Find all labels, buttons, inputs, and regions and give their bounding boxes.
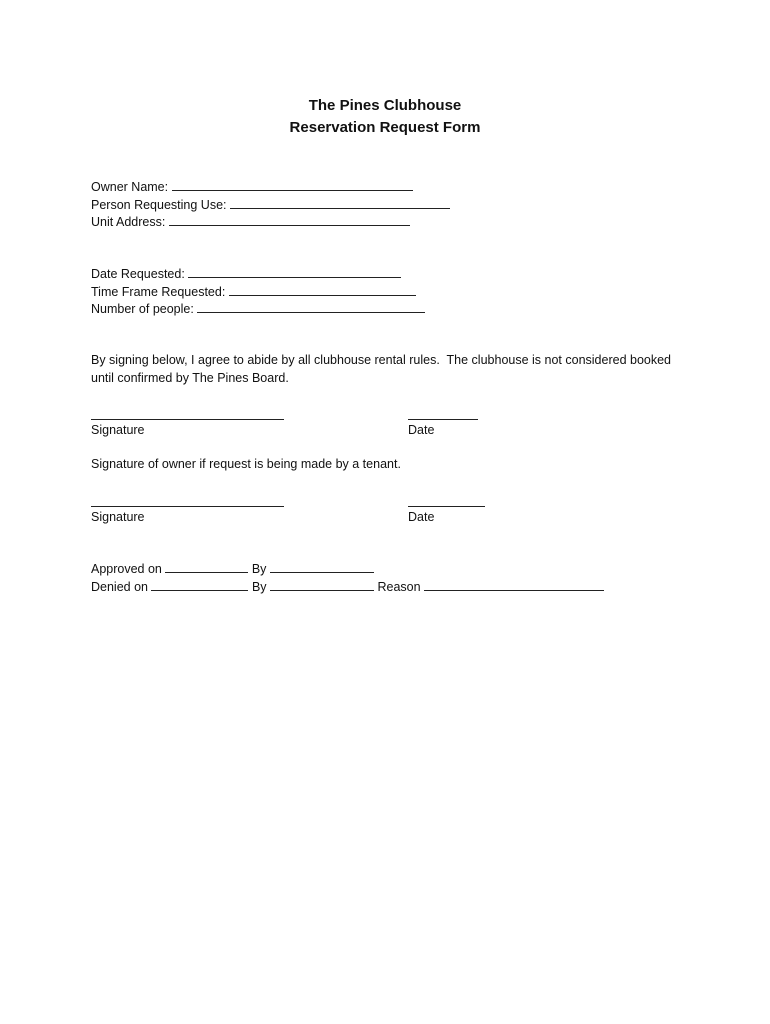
denied-on-field[interactable] [151, 578, 248, 591]
time-frame-field[interactable] [229, 283, 416, 296]
date-requested-row [91, 265, 401, 284]
form-title-line-2: Reservation Request Form [289, 119, 481, 136]
denied-row [91, 578, 604, 597]
denied-by-label: By [248, 580, 271, 594]
approved-on-label: Approved on [91, 562, 166, 576]
signature-label-2: Signature [91, 510, 145, 524]
unit-address-row [91, 213, 410, 232]
time-frame-label: Time Frame Requested: [91, 285, 229, 299]
date-label-2: Date [408, 510, 435, 524]
date-requested-label: Date Requested: [91, 267, 189, 281]
unit-address-label: Unit Address: [91, 215, 169, 229]
reason-label: Reason [374, 580, 425, 594]
person-requesting-field[interactable] [230, 196, 450, 209]
reason-field[interactable] [424, 578, 604, 591]
approved-by-label: By [248, 562, 270, 576]
date-line-2[interactable] [408, 506, 485, 507]
date-line-1[interactable] [408, 419, 478, 420]
approved-row [91, 560, 374, 579]
unit-address-field[interactable] [169, 213, 410, 226]
agreement-line-1: By signing below, I agree to abide by all clubhouse rental rules. The clubhouse is not considered booked [91, 353, 672, 367]
time-frame-row [91, 283, 416, 302]
approved-on-field[interactable] [165, 560, 248, 573]
form-title-line-1: The Pines Clubhouse [308, 97, 462, 114]
agreement-line-2: until confirmed by The Pines Board. [91, 371, 289, 385]
person-requesting-row [91, 196, 450, 215]
number-of-people-label: Number of people: [91, 302, 198, 316]
signature-label-1: Signature [91, 423, 145, 437]
number-of-people-row [91, 300, 425, 319]
number-of-people-field[interactable] [197, 300, 425, 313]
signature-line-1[interactable] [91, 419, 284, 420]
approved-by-field[interactable] [270, 560, 374, 573]
denied-on-label: Denied on [91, 580, 152, 594]
date-requested-field[interactable] [188, 265, 401, 278]
owner-name-label: Owner Name: [91, 180, 172, 194]
owner-name-row [91, 178, 413, 197]
owner-signature-note: Signature of owner if request is being made by a tenant. [91, 457, 401, 471]
person-requesting-label: Person Requesting Use: [91, 198, 230, 212]
owner-name-field[interactable] [172, 178, 413, 191]
date-label-1: Date [408, 423, 435, 437]
signature-line-2[interactable] [91, 506, 284, 507]
denied-by-field[interactable] [270, 578, 374, 591]
